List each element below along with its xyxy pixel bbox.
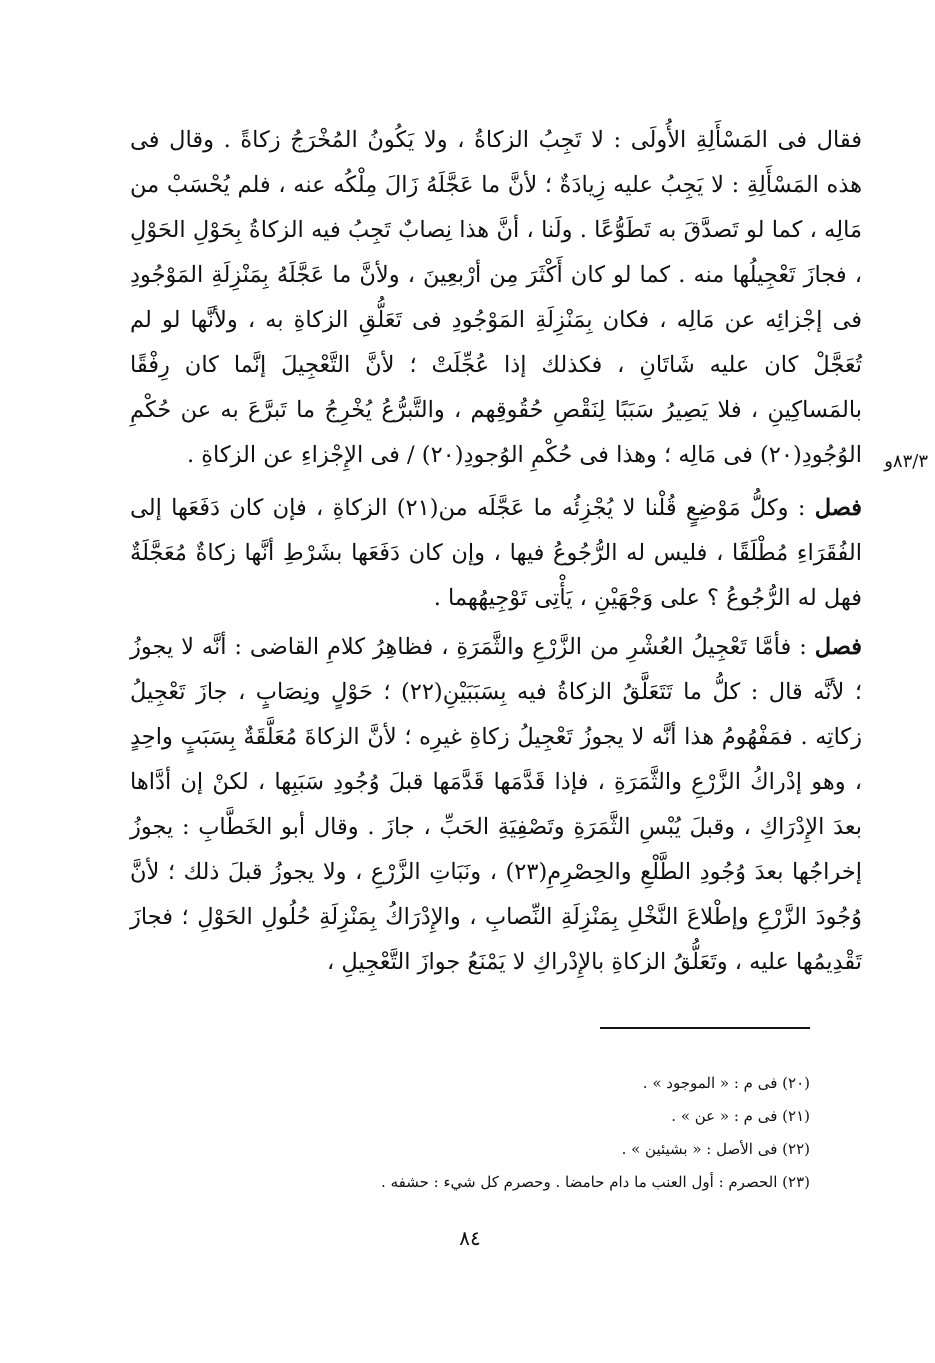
paragraph-3 xyxy=(130,625,862,985)
paragraph-2-text: : وكلُّ مَوْضِعٍ قُلْنا لا يُجْزِئُه ما عَجَّلَه من(٢١) الزكاةِ ، فإن كان دَفَعَها إلى الفُقَرَاءِ مُطْلَقًا ، فليس له الرُّجُوعُ فيها ، وإن كان دَفَعَها بشَرْطِ أنَّها زكاةٌ مُعَجَّلَةٌ فهل له الرُّجُوعُ ؟ على وَجْهَيْنِ ، يَأْتِى تَوْجِيهُهما . xyxy=(130,495,862,611)
paragraph-2 xyxy=(130,486,862,621)
paragraph-3-text: : فأمَّا تَعْجِيلُ العُشْرِ من الزَّرْعِ والثَّمَرَةِ ، فظاهِرُ كلامِ القاضى : أنَّه لا يجوزُ ؛ لأنَّه قال : كلُّ ما تَتَعَلَّقُ الزكاةُ فيه بِسَبَبَيْنِ(٢٢) ؛ حَوْلٍ ونِصَابٍ ، جازَ تَعْجِيلُ زكاتِه . فمَفْهُومُ هذا أنَّه لا يجوزُ تَعْجِيلُ زكاةِ غيرِه ؛ لأنَّ الزكاةَ مُعَلَّقَةٌ بِسَبَبٍ واحِدٍ ، وهو إدْراكُ الزَّرْعِ والثَّمَرَةِ ، فإذا قَدَّمَها قَدَّمَها قبلَ وُجُودِ سَبَبِها ، لكنْ إن أدَّاها بعدَ الإِدْرَاكِ ، وقبلَ يُبْسِ الثَّمَرَةِ وتَصْفِيَةِ الحَبِّ ، جازَ . وقال أبو الخَطَّابِ : يجوزُ إخراجُها بعدَ وُجُودِ الطَّلْعِ والحِصْرِمِ(٢٣) ، ونَبَاتِ الزَّرْعِ ، ولا يجوزُ قبلَ ذلك ؛ لأنَّ وُجُودَ الزَّرْعِ وإطْلاعَ النَّخْلِ بِمَنْزِلَةِ النِّصابِ ، والإِدْرَاكُ بِمَنْزِلَةِ حُلُولِ الحَوْلِ ؛ فجازَ تَقْدِيمُها عليه ، وتَعَلُّقُ الزكاةِ بالإِدْراكِ لا يَمْنَعُ جوازَ التَّعْجِيلِ ، xyxy=(130,634,862,975)
paragraph-1 xyxy=(130,118,862,478)
footnote-separator xyxy=(600,1027,810,1029)
section-heading-fasl: فصل xyxy=(814,495,862,521)
page-number: ٨٤ xyxy=(459,1226,481,1250)
paragraph-1-text: فقال فى المَسْأَلِةِ الأُولَى : لا تَجِبُ الزكاةُ ، ولا يَكُونُ المُخْرَجُ زكاةً . وقال فى هذه المَسْأَلِةِ : لا يَجِبُ عليه زِيادَةٌ ؛ لأنَّ ما عَجَّلَهُ زَالَ مِلْكُه عنه ، فلم يُحْسَبْ من مَالِه ، كما لو تَصدَّقَ به تَطَوُّعًا . ولَنا ، أنَّ هذا نِصابٌ تَجِبُ فيه الزكاةُ بِحَوْلِ الحَوْلِ ، فجازَ تَعْجِيلُها منه . كما لو كان أَكْثَرَ مِن أرْبعِينَ ، ولأنَّ ما عَجَّلَهُ بِمَنْزِلَةِ المَوْجُودِ فى إجْزائِه عن مَالِه ، فكان بِمَنْزِلَةِ المَوْجُودِ فى تَعَلُّقِ الزكاةِ به ، ولأنَّها لو لم تُعَجَّلْ كان عليه شَاتَانِ ، فكذلك إذا عُجِّلَتْ ؛ لأنَّ التَّعْجِيلَ إنَّما كان رِفْقًا بالمَساكِينِ ، فلا يَصِيرُ سَبَبًا لِنَقْصِ حُقُوقِهم ، والتَّبرُّعُ يُخْرِجُ ما تَبرَّعَ به عن حُكْمِ الوُجُودِ(٢٠) فى مَالِه ؛ وهذا فى حُكْمِ الوُجودِ(٢٠) / فى الإِجْزاءِ عن الزكاةِ . xyxy=(130,127,862,468)
footnote-21: (٢١) فى م : « عن » . xyxy=(671,1107,810,1125)
margin-reference: ٨٣/٣و xyxy=(884,451,928,472)
section-heading-fasl: فصل xyxy=(814,634,862,660)
footnote-22: (٢٢) فى الأصل : « بشيئين » . xyxy=(621,1140,810,1158)
footnote-20: (٢٠) فى م : « الموجود » . xyxy=(642,1074,810,1092)
footnotes-list xyxy=(300,1067,810,1199)
footnote-23: (٢٣) الحصرم : أول العنب ما دام حامضا . وحصرم كل شيء : حشفه . xyxy=(381,1173,810,1191)
